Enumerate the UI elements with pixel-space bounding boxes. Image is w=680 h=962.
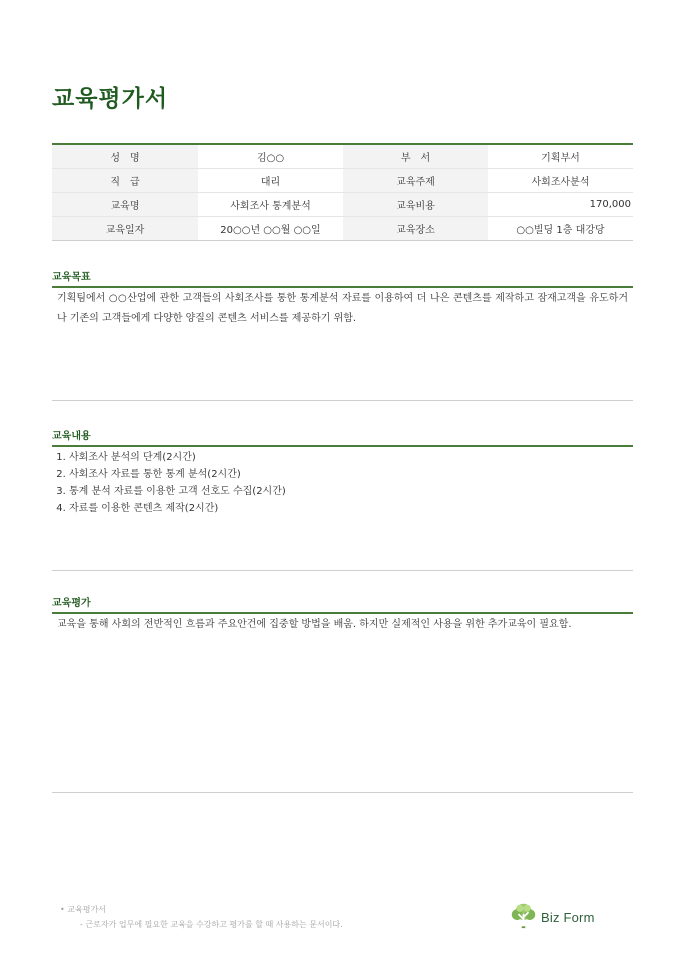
page-title: 교육평가서	[52, 86, 169, 112]
date-label: 교육일자	[52, 217, 198, 241]
course-name-label: 교육명	[52, 193, 198, 217]
footer-description: - 근로자가 업무에 필요한 교육을 수강하고 평가를 할 때 사용하는 문서이다.	[80, 920, 343, 929]
tree-icon	[510, 902, 537, 933]
position-value: 대리	[198, 169, 343, 193]
name-label: 성 명	[52, 144, 198, 169]
content-list	[57, 449, 628, 517]
location-value: ○○빌딩 1층 대강당	[516, 225, 605, 236]
list-item: 4. 자료를 이용한 콘텐츠 제작(2시간)	[69, 500, 628, 517]
location-label: 교육장소	[343, 217, 488, 241]
evaluation-section	[52, 594, 633, 793]
objective-title: 교육목표	[52, 268, 633, 288]
name-value: 김○○	[198, 144, 343, 169]
date-value: 20○○년 ○○월 ○○일	[220, 225, 321, 236]
topic-value: 사회조사분석	[488, 169, 633, 193]
brand-name: Biz Form	[541, 910, 595, 925]
brand-logo	[510, 902, 595, 933]
list-item: 1. 사회조사 분석의 단계(2시간)	[69, 449, 628, 466]
table-row	[52, 144, 633, 169]
course-name-value: 사회조사 통계분석	[198, 193, 343, 217]
position-label: 직 급	[52, 169, 198, 193]
objective-body	[52, 288, 633, 401]
footer-title: • 교육평가서	[60, 905, 106, 914]
department-value: 기획부서	[488, 144, 633, 169]
content-title: 교육내용	[52, 427, 633, 447]
topic-label: 교육주제	[343, 169, 488, 193]
evaluation-title: 교육평가	[52, 594, 633, 614]
footer-note	[60, 902, 343, 932]
list-item: 3. 통계 분석 자료를 이용한 고객 선호도 수집(2시간)	[69, 483, 628, 500]
cost-value: 170,000	[488, 193, 633, 217]
info-table	[52, 143, 633, 241]
objective-section	[52, 268, 633, 401]
objective-text: 기획팀에서 ○○산업에 관한 고객들의 사회조사를 통한 통계분석 자료를 이용하여 더 나은 콘텐츠를 제작하고 잠재고객을 유도하거나 기존의 고객들에게 다양한 양질의 콘텐츠 서비스를 제공하기 위함.	[57, 293, 628, 324]
evaluation-body	[52, 614, 633, 793]
content-body	[52, 447, 633, 571]
list-item: 2. 사회조사 자료를 통한 통계 분석(2시간)	[69, 466, 628, 483]
content-section	[52, 427, 633, 571]
department-label: 부 서	[343, 144, 488, 169]
evaluation-text: 교육을 통해 사회의 전반적인 흐름과 주요안건에 집중할 방법을 배움. 하지만 실제적인 사용을 위한 추가교육이 필요함.	[57, 619, 572, 630]
table-row	[52, 193, 633, 217]
table-row	[52, 169, 633, 193]
table-row	[52, 217, 633, 241]
cost-label: 교육비용	[343, 193, 488, 217]
